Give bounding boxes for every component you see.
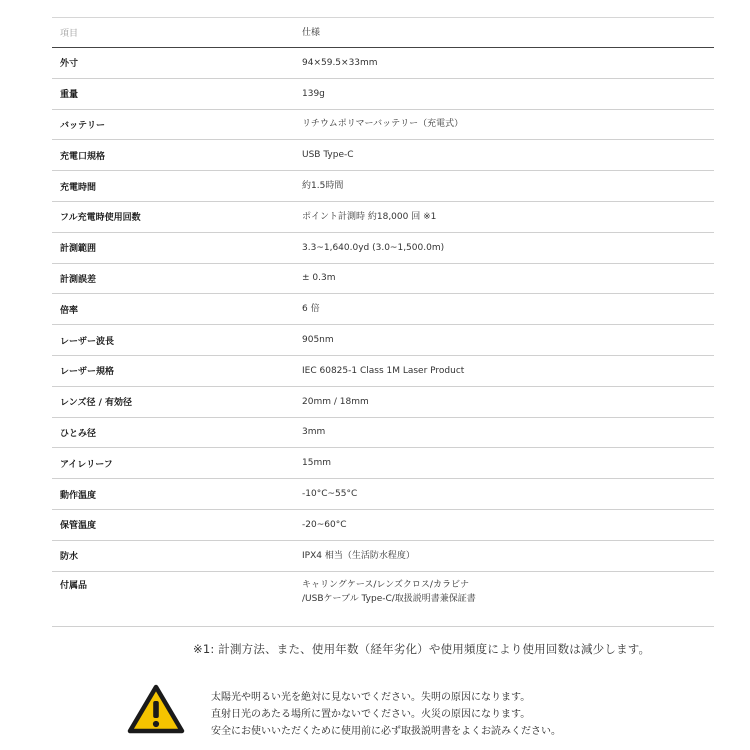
- spec-label: レンズ径 / 有効径: [60, 398, 133, 409]
- spec-label: 動作温度: [60, 490, 97, 501]
- spec-value: リチウムポリマーバッテリー（充電式）: [302, 119, 464, 130]
- warning-triangle-icon: [127, 684, 185, 734]
- spec-label: 倍率: [60, 305, 79, 316]
- spec-label: バッテリー: [60, 120, 106, 131]
- spec-value: IPX4 相当（生活防水程度）: [302, 550, 415, 561]
- spec-row-pupil-diameter: [52, 418, 714, 449]
- spec-label: 外寸: [60, 59, 79, 70]
- spec-value: 905nm: [302, 335, 334, 346]
- spec-value: 94×59.5×33mm: [302, 57, 378, 68]
- warning-text: [211, 689, 561, 740]
- spec-row-magnification: [52, 294, 714, 325]
- spec-value: ± 0.3m: [302, 273, 336, 284]
- spec-value: ポイント計測時 約18,000 回 ※1: [302, 211, 437, 222]
- spec-row-charging-port: [52, 140, 714, 171]
- spec-row-waterproof: [52, 541, 714, 572]
- spec-row-dimensions: [52, 48, 714, 79]
- spec-row-measuring-error: [52, 264, 714, 295]
- spec-label: 付属品: [60, 580, 88, 591]
- spec-value: 6 倍: [302, 304, 320, 315]
- spec-value: 3mm: [302, 427, 326, 438]
- footnote: ※1: 計測方法、また、使用年数（経年劣化）や使用頻度により使用回数は減少します。: [193, 642, 651, 656]
- spec-value: 15mm: [302, 458, 331, 469]
- warning-line: 安全にお使いいただくために使用前に必ず取扱説明書をよくお読みください。: [211, 726, 561, 737]
- spec-value-line: /USBケーブル Type-C/取扱説明書兼保証書: [302, 593, 476, 604]
- spec-table-header: [52, 17, 714, 48]
- spec-row-eye-relief: [52, 448, 714, 479]
- header-spec-label: 仕様: [302, 27, 321, 38]
- spec-row-laser-standard: [52, 356, 714, 387]
- spec-label: 充電口規格: [60, 151, 106, 162]
- spec-label: 保管温度: [60, 521, 97, 532]
- spec-value: 約1.5時間: [302, 181, 344, 192]
- spec-label: 防水: [60, 552, 79, 563]
- spec-row-operating-temp: [52, 479, 714, 510]
- spec-label: レーザー波長: [60, 336, 115, 347]
- spec-row-battery: [52, 110, 714, 141]
- spec-label: 計測範囲: [60, 244, 97, 255]
- spec-value: 20mm / 18mm: [302, 396, 369, 407]
- spec-value-line: キャリングケース/レンズクロス/カラビナ: [302, 579, 469, 590]
- spec-value: 139g: [302, 88, 325, 99]
- warning-line: 太陽光や明るい光を絶対に見ないでください。失明の原因になります。: [211, 692, 531, 703]
- spec-row-storage-temp: [52, 510, 714, 541]
- header-item-label: 項目: [60, 29, 79, 39]
- spec-value: -10°C~55°C: [302, 489, 358, 500]
- spec-row-laser-wavelength: [52, 325, 714, 356]
- spec-label: フル充電時使用回数: [60, 213, 141, 224]
- spec-label: アイレリーフ: [60, 459, 113, 470]
- spec-value: USB Type-C: [302, 150, 354, 161]
- spec-row-accessories: [52, 572, 714, 627]
- spec-row-usage-count: [52, 202, 714, 233]
- spec-label: ひとみ径: [60, 428, 97, 439]
- spec-label: 計測誤差: [60, 274, 97, 285]
- spec-label: 充電時間: [60, 182, 97, 193]
- spec-value: 3.3~1,640.0yd (3.0~1,500.0m): [302, 242, 445, 253]
- spec-row-charging-time: [52, 171, 714, 202]
- spec-label: レーザー規格: [60, 367, 115, 378]
- spec-table: [52, 17, 714, 627]
- warning-line: 直射日光のあたる場所に置かないでください。火災の原因になります。: [211, 709, 531, 720]
- spec-row-weight: [52, 79, 714, 110]
- spec-value: -20~60°C: [302, 519, 347, 530]
- spec-row-measuring-range: [52, 233, 714, 264]
- spec-row-lens-diameter: [52, 387, 714, 418]
- spec-value: IEC 60825-1 Class 1M Laser Product: [302, 365, 465, 376]
- spec-value: [302, 578, 476, 606]
- spec-label: 重量: [60, 90, 79, 101]
